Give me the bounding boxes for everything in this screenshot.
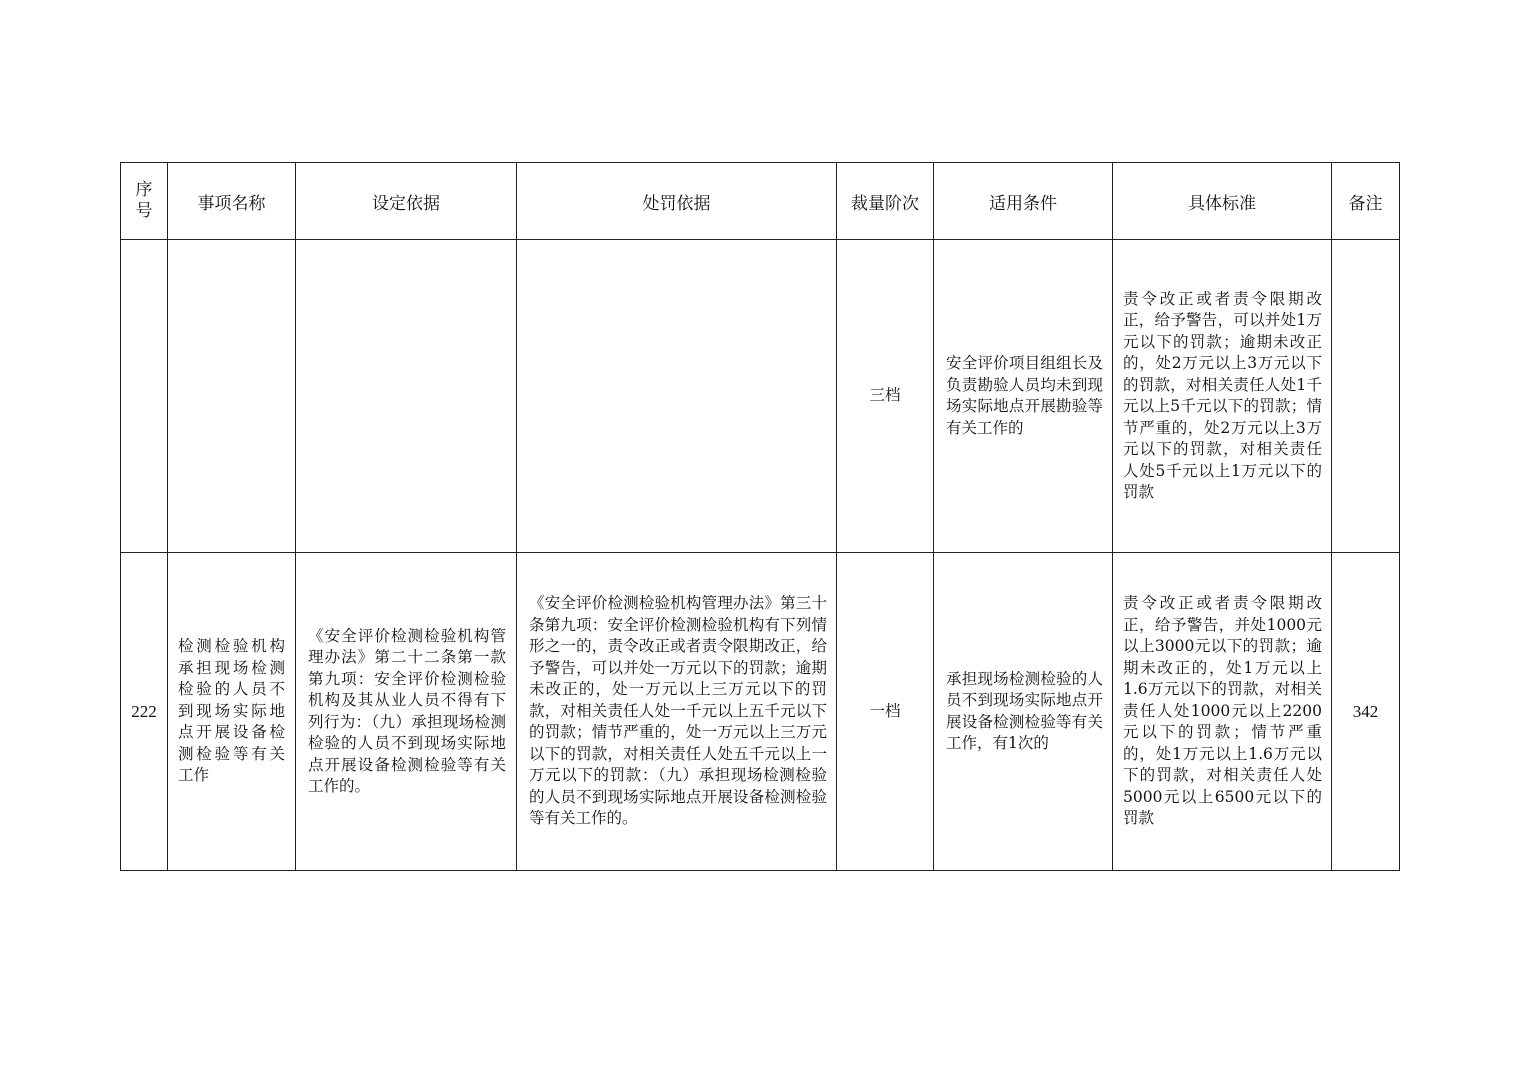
cell-name-text: 检测检验机构承担现场检测检验的人员不到现场实际地点开展设备检测检验等有关工作 bbox=[178, 637, 285, 785]
cell-standard bbox=[1113, 240, 1332, 553]
header-seq bbox=[121, 163, 168, 240]
header-row bbox=[121, 163, 1400, 240]
header-name: 事项名称 bbox=[168, 163, 296, 240]
header-note: 备注 bbox=[1332, 163, 1400, 240]
cell-level: 一档 bbox=[837, 553, 934, 871]
cell-basis-text: 《安全评价检测检验机构管理办法》第二十二条第一款第九项：安全评价检测检验机构及其从业人员不得有下列行为：（九）承担现场检测检验的人员不到现场实际地点开展设备检测检验等有关工作的。 bbox=[308, 626, 506, 795]
cell-level: 三档 bbox=[837, 240, 934, 553]
header-seq-bottom: 号 bbox=[135, 201, 153, 221]
cell-basis bbox=[296, 240, 517, 553]
cell-penalty bbox=[517, 240, 837, 553]
cell-standard-text: 责令改正或者责令限期改正，给予警告，并处1000元以上3000元以下的罚款；逾期未改正的，处1万元以上1.6万元以下的罚款，对相关责任人处1000元以上2200元以下的罚款；情节严重的，处1万元以上1.6万元以下的罚款，对相关责任人处5000元以上6500元以下的罚款 bbox=[1123, 594, 1322, 828]
cell-note: 342 bbox=[1332, 553, 1400, 871]
cell-condition bbox=[934, 240, 1113, 553]
header-level: 裁量阶次 bbox=[837, 163, 934, 240]
cell-penalty-text: 《安全评价检测检验机构管理办法》第三十条第九项：安全评价检测检验机构有下列情形之一的，责令改正或者责令限期改正，给予警告，可以并处一万元以下的罚款；逾期未改正的，处一万元以上三万元以下的罚款，对相关责任人处一千元以上五千元以下的罚款；情节严重的，处一万元以上三万元以下的罚款，对相关责任人处五千元以上一万元以下的罚款：（九）承担现场检测检验的人员不到现场实际地点开展设备检测检验等有关工作的。 bbox=[529, 594, 827, 828]
cell-standard-text: 责令改正或者责令限期改正，给予警告，可以并处1万元以下的罚款；逾期未改正的，处2万元以上3万元以下的罚款，对相关责任人处1千元以上5千元以下的罚款；情节严重的，处2万元以上3万元以下的罚款，对相关责任人处5千元以上1万元以下的罚款 bbox=[1123, 289, 1322, 501]
cell-name bbox=[168, 553, 296, 871]
header-standard: 具体标准 bbox=[1113, 163, 1332, 240]
cell-condition bbox=[934, 553, 1113, 871]
cell-standard bbox=[1113, 553, 1332, 871]
penalty-discretion-table bbox=[120, 162, 1400, 871]
cell-basis bbox=[296, 553, 517, 871]
header-basis: 设定依据 bbox=[296, 163, 517, 240]
cell-name bbox=[168, 240, 296, 553]
table-row bbox=[121, 240, 1400, 553]
cell-condition-text: 安全评价项目组组长及负责勘验人员均未到现场实际地点开展勘验等有关工作的 bbox=[946, 354, 1103, 437]
header-condition: 适用条件 bbox=[934, 163, 1113, 240]
table-row bbox=[121, 553, 1400, 871]
cell-seq bbox=[121, 240, 168, 553]
cell-note bbox=[1332, 240, 1400, 553]
cell-seq: 222 bbox=[121, 553, 168, 871]
cell-penalty bbox=[517, 553, 837, 871]
header-penalty: 处罚依据 bbox=[517, 163, 837, 240]
cell-condition-text: 承担现场检测检验的人员不到现场实际地点开展设备检测检验等有关工作，有1次的 bbox=[946, 669, 1103, 752]
header-seq-top: 序 bbox=[135, 180, 153, 200]
